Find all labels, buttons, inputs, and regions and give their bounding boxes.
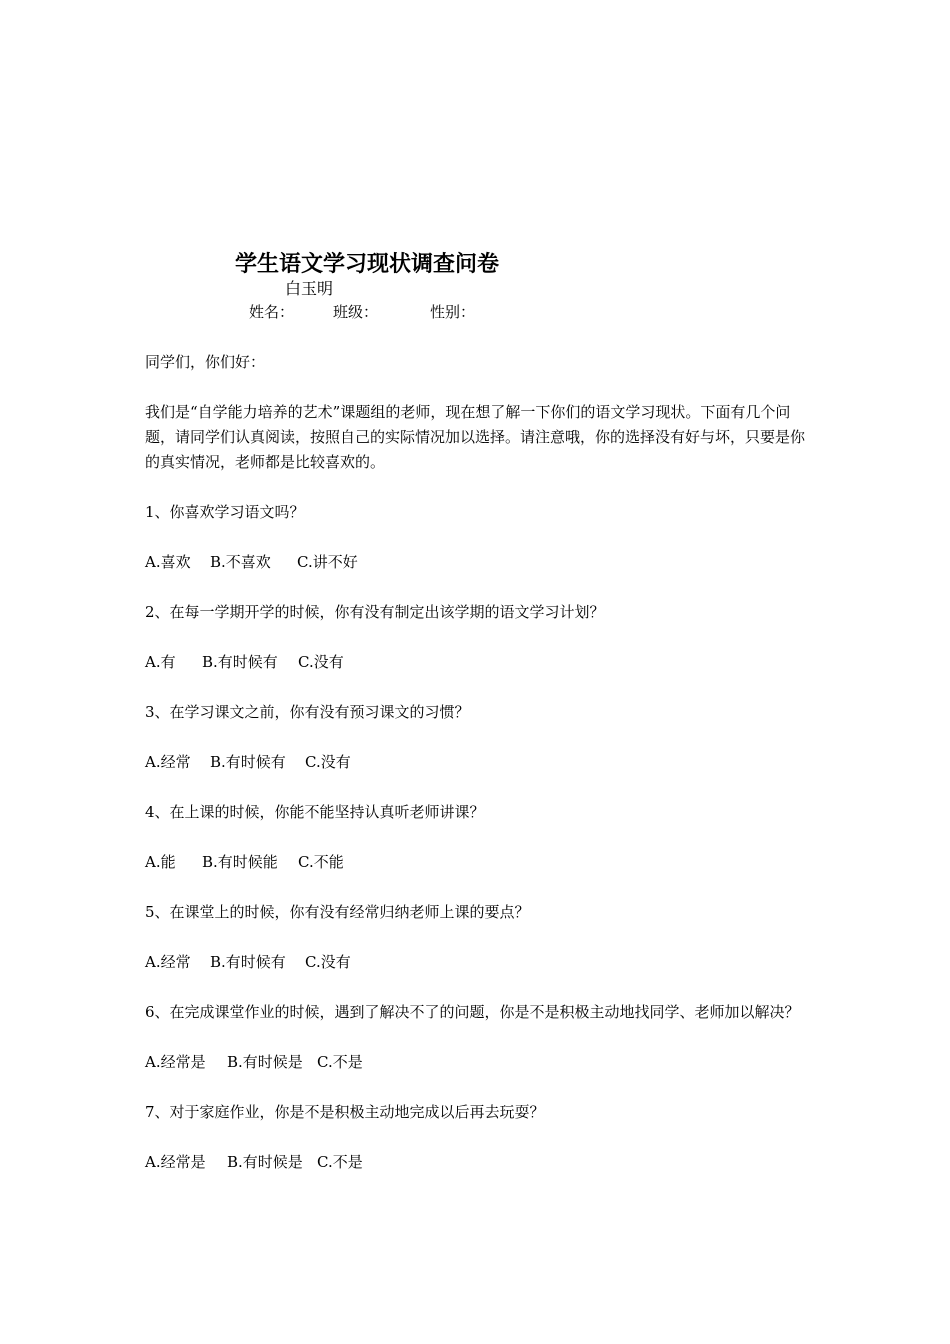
option-a: A.经常 xyxy=(145,953,191,971)
option-c: C.讲不好 xyxy=(297,553,358,571)
option-c: C.没有 xyxy=(298,653,344,671)
option-a: A.喜欢 xyxy=(145,553,191,571)
option-c: C.没有 xyxy=(305,753,351,771)
option-b: B.有时候有 xyxy=(210,753,286,771)
author-name: 白玉明 xyxy=(285,279,334,298)
question-text: 1、你喜欢学习语文吗？ xyxy=(145,503,305,521)
question-text: 5、在课堂上的时候，你有没有经常归纳老师上课的要点？ xyxy=(145,903,530,921)
question-text: 3、在学习课文之前，你有没有预习课文的习惯？ xyxy=(145,703,470,721)
greeting: 同学们，你们好： xyxy=(145,353,266,371)
question-text: 6、在完成课堂作业的时候，遇到了解决不了的问题，你是不是积极主动地找同学、老师加以解决？ xyxy=(145,1003,800,1021)
answer-options xyxy=(145,1150,813,1175)
question-text: 4、在上课的时候，你能不能坚持认真听老师讲课？ xyxy=(145,803,485,821)
option-a: A.能 xyxy=(145,853,176,871)
option-a: A.经常是 xyxy=(145,1153,206,1171)
answer-options xyxy=(145,950,813,975)
answer-options xyxy=(145,750,813,775)
option-b: B.不喜欢 xyxy=(210,553,271,571)
option-c: C.不是 xyxy=(317,1053,363,1071)
answer-options xyxy=(145,1050,813,1075)
question-text: 2、在每一学期开学的时候，你有没有制定出该学期的语文学习计划？ xyxy=(145,603,605,621)
option-a: A.经常是 xyxy=(145,1053,206,1071)
question-text: 7、对于家庭作业，你是不是积极主动地完成以后再去玩耍？ xyxy=(145,1103,545,1121)
option-b: B.有时候有 xyxy=(202,653,278,671)
intro-paragraph: 我们是“自学能力培养的艺术”课题组的老师，现在想了解一下你们的语文学习现状。下面有几个问题，请同学们认真阅读，按照自己的实际情况加以选择。请注意哦，你的选择没有好与坏，只要是你的真实情况，老师都是比较喜欢的。 xyxy=(145,403,806,471)
option-a: A.经常 xyxy=(145,753,191,771)
option-a: A.有 xyxy=(145,653,176,671)
option-c: C.不能 xyxy=(298,853,344,871)
option-b: B.有时候有 xyxy=(210,953,286,971)
option-b: B.有时候能 xyxy=(202,853,278,871)
name-field-label: 姓名： xyxy=(249,303,295,321)
answer-options xyxy=(145,650,813,675)
gender-field-label: 性别： xyxy=(430,303,476,321)
answer-options xyxy=(145,850,813,875)
option-b: B.有时候是 xyxy=(227,1053,303,1071)
option-c: C.没有 xyxy=(305,953,351,971)
answer-options xyxy=(145,550,813,575)
document-title: 学生语文学习现状调查问卷 xyxy=(235,251,500,277)
survey-body xyxy=(145,350,813,1175)
option-b: B.有时候是 xyxy=(227,1153,303,1171)
class-field-label: 班级： xyxy=(333,303,379,321)
option-c: C.不是 xyxy=(317,1153,363,1171)
